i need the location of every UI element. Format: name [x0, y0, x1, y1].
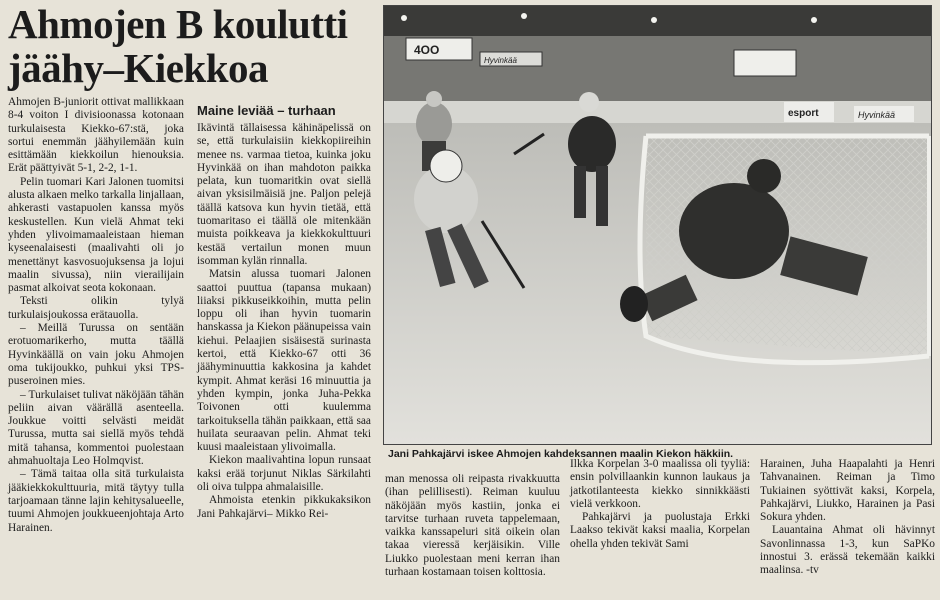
arena-sign-text: 4OO [414, 43, 440, 57]
photo-caption: Jani Pahkajärvi iskee Ahmojen kahdeksannen maalin Kiekon häkkiin. [388, 448, 734, 460]
paragraph: man menossa oli reipasta rivakkuutta (ihan pelillisesti). Reiman kuuluu näköjään myös kastiin, jonka ei tarvitse turhaan ruveta tappelemaan, vaikka kanssapeluri sitä oikein olan takaa vieressä kerjäisikin. Ville Liukko puolestaan meni kerran ihan turhaan kostamaan toisen kolttosia. [385, 473, 560, 579]
article-column-4 [570, 458, 750, 551]
paragraph: Pahkajärvi ja puolustaja Erkki Laakso tekivät kaksi maalia, Korpelan ohella yhden tekivät Sami [570, 511, 750, 550]
subheading: Maine leviää – turhaan [197, 103, 336, 118]
board-sign-text: Hyvinkää [858, 110, 896, 120]
paragraph: Ilkka Korpelan 3-0 maalissa oli tyyliä: ensin polvillaankin kunnon laukaus ja jatkotilanteesta kiekko sinnikkäästi vielä verkkoon. [570, 458, 750, 510]
paragraph: Harainen, Juha Haapalahti ja Henri Tahvanainen. Reiman ja Timo Tukiainen syöttivät kaksi, Korpela, Pahkajärvi, Liukko, Harainen ja Pasi Sokura yhden. [760, 458, 935, 524]
article-column-5 [760, 458, 935, 578]
hockey-photo [383, 5, 932, 445]
paragraph: Kiekon maalivahtina lopun runsaat kaksi erää torjunut Niklas Särkilahti oli oiva tulppa ahmalaisille. [197, 454, 371, 494]
paragraph: Matsin alussa tuomari Jalonen saattoi puuttua (tapansa mukaan) liiaksi pikkuseikkoihin, mutta pelin loppu oli ihan hyvin tuomarin hanskassa ja Kiekon päänupeissa vain kiehui. Pelaajien sisäisestä surinasta kertoi, että Kiekko-67 otti 36 jäähyminuuttia kakkosina ja kahdet kympit. Ahmat keräsi 16 minuuttia ja yhden kympin, jonka Juha-Pekka Toivonen otti kuulemma tarkoituksella tähän paikkaan, että saa huilata seuraavan pelin. Ahmat teki kuusi maaleistaan ylivoimalla. [197, 268, 371, 454]
board-sign-text: esport [788, 108, 819, 119]
paragraph: Ahmoista etenkin pikkukaksikon Jani Pahkajärvi– Mikko Rei- [197, 494, 371, 520]
article-column-1 [8, 96, 184, 535]
paragraph: Pelin tuomari Kari Jalonen tuomitsi alusta alkaen melko tarkalla linjallaan, ahkerasti vastapuolen kanssa myös keskustellen. Kun vielä Ahmat teki yhden ylivoimamaaleistaan hieman kyseenalaisesti (maalivahti oli jo menettänyt kasvosuojuksensa ja lojui maalin sivussa), niin vierailijain pasmat alkoivat seota kokonaan. [8, 175, 184, 295]
article-column-2 [197, 104, 371, 521]
hockey-photo-drawing [384, 6, 931, 444]
paragraph: – Tämä taitaa olla sitä turkulaista jääkiekkokulttuuria, mitä täytyy tulla tarjoamaan tänne lajin kehitysalueelle, tuumi Ahmojen joukkueenjohtaja Arto Harainen. [8, 468, 184, 534]
paragraph: Ahmojen B-juniorit ottivat mallikkaan 8-4 voiton I divisioonassa kotonaan turkulaisesta Kiekko-67:stä, joka sortui enemmän jäähyilemään kuin esittämään kiekkoilun hienouksia. Erät päättyivät 5-1, 2-2, 1-1. [8, 96, 184, 175]
paragraph: Lauantaina Ahmat oli hävinnyt Savonlinnassa 1-3, kun SaPKo innostui 3. erässä tekemään kaikki maalinsa. -tv [760, 524, 935, 577]
paragraph: Teksti olikin tylyä turkulaisjoukossa erätauolla. [8, 295, 184, 321]
paragraph: – Meillä Turussa on sentään erotuomarikerho, mutta täällä Hyvinkäällä on vain joku Ahmojen oma tukijoukko, puhkui yksi TPS-puseroinen mies. [8, 322, 184, 388]
headline: Ahmojen B koulutti jäähy–Kiekkoa [8, 1, 348, 91]
arena-sign-text: Hyvinkää [484, 56, 517, 65]
article-column-3 [385, 473, 560, 579]
paragraph: Ikävintä tällaisessa kähinäpelissä on se, että turkulaisiin kiekkopiireihin menee ns. varmaa tietoa, kuinka joku Hyvinkää on ihan mahdoton paikka pelata, kun tuomaritkin ovat siellä aivan yksisilmäisiä jne. Paljon pelejä täällä katsova kun hyvin tietää, että tuomaritaso ei täällä ole mitenkään muista poikkeava ja kiekkokulttuuri kestää vertailun monen muun isomman kylän rinnalla. [197, 122, 371, 267]
paragraph: – Turkulaiset tulivat näköjään tähän peliin aivan väärällä asenteella. Joukkue voitti selvästi meidät Turussa, mutta sai siellä myös tehdä mitä tahansa, kommentoi puolestaan ahmahuoltaja Leo Holmqvist. [8, 388, 184, 468]
